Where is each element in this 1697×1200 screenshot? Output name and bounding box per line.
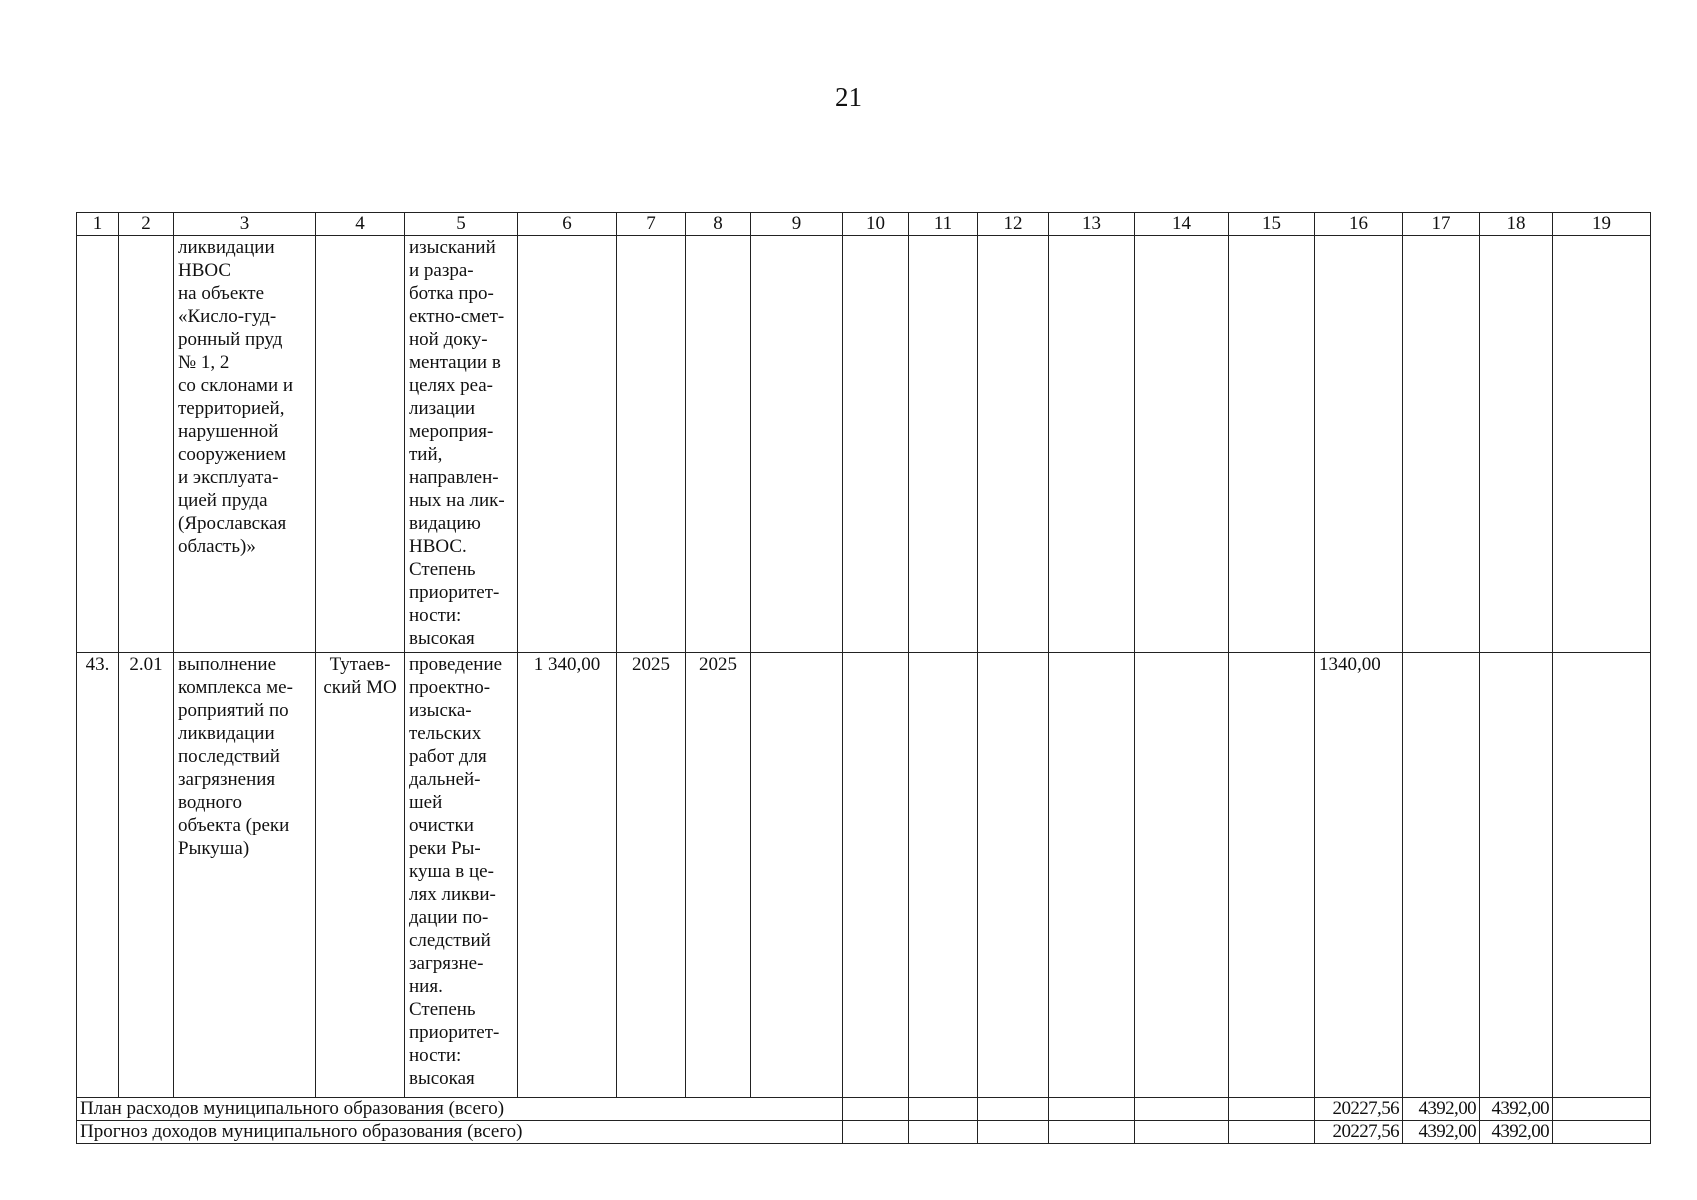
empty-cell xyxy=(1480,653,1553,1098)
empty-cell xyxy=(1135,236,1229,653)
total-expenses-col18: 4392,00 xyxy=(1480,1098,1553,1121)
empty-cell xyxy=(1553,653,1651,1098)
empty-cell xyxy=(909,653,978,1098)
row-number-cell: 43. xyxy=(77,653,119,1098)
table-row xyxy=(77,653,1651,1098)
empty-cell xyxy=(909,1121,978,1144)
column-header: 9 xyxy=(751,213,843,236)
description-cell xyxy=(405,236,518,653)
start-year-cell: 2025 xyxy=(617,653,686,1098)
empty-cell xyxy=(1480,236,1553,653)
column-header: 15 xyxy=(1229,213,1315,236)
empty-cell xyxy=(1553,236,1651,653)
empty-cell xyxy=(1049,653,1135,1098)
empty-cell xyxy=(1403,236,1480,653)
empty-cell xyxy=(1049,1121,1135,1144)
empty-cell xyxy=(978,1098,1049,1121)
total-expenses-row xyxy=(77,1098,1651,1121)
empty-cell xyxy=(909,1098,978,1121)
cost-cell: 1 340,00 xyxy=(518,653,617,1098)
column-header: 4 xyxy=(316,213,405,236)
column-header: 7 xyxy=(617,213,686,236)
total-income-col16: 20227,56 xyxy=(1315,1121,1403,1144)
total-income-row xyxy=(77,1121,1651,1144)
column-header: 14 xyxy=(1135,213,1229,236)
empty-cell xyxy=(751,236,843,653)
description-cell xyxy=(405,653,518,1098)
start-year-cell xyxy=(617,236,686,653)
year-amount-cell xyxy=(1315,236,1403,653)
column-header: 10 xyxy=(843,213,909,236)
description-text: проведение проектно- изыска- тельских работ для дальней- шей очистки реки Ры- куша в це- лях ликви- дации по- следствий загрязне- ния. Степень приоритет- ности: высокая xyxy=(409,654,503,1089)
measure-name-text: ликвидации НВОС на объекте «Кисло-гуд- ронный пруд № 1, 2 со склонами и территорией, нарушенной сооружением и эксплуата- цией пруда (Ярославская область)» xyxy=(178,237,294,557)
description-text: изысканий и разра- ботка про- ектно-смет- ной доку- ментации в целях реа- лизации мероприя- тий, направлен- ных на лик- видацию НВОС. Степень приоритет- ности: высокая xyxy=(409,237,505,649)
column-header: 18 xyxy=(1480,213,1553,236)
municipality-text: Тутаев- ский МО xyxy=(323,654,397,698)
budget-table xyxy=(76,212,1651,1144)
empty-cell xyxy=(843,236,909,653)
column-header: 19 xyxy=(1553,213,1651,236)
empty-cell xyxy=(1229,1098,1315,1121)
empty-cell xyxy=(1553,1098,1651,1121)
column-header: 13 xyxy=(1049,213,1135,236)
empty-cell xyxy=(1553,1121,1651,1144)
column-header: 12 xyxy=(978,213,1049,236)
municipality-cell xyxy=(316,653,405,1098)
code-cell xyxy=(119,236,174,653)
measure-name-text: выполнение комплекса ме- роприятий по ликвидации последствий загрязнения водного объекта (реки Рыкуша) xyxy=(178,654,293,859)
total-income-label: Прогноз доходов муниципального образования (всего) xyxy=(77,1121,843,1144)
column-header: 16 xyxy=(1315,213,1403,236)
column-header: 2 xyxy=(119,213,174,236)
total-income-col18: 4392,00 xyxy=(1480,1121,1553,1144)
empty-cell xyxy=(909,236,978,653)
column-header: 3 xyxy=(174,213,316,236)
empty-cell xyxy=(843,1098,909,1121)
empty-cell xyxy=(843,653,909,1098)
page-number: 21 xyxy=(835,82,862,112)
empty-cell xyxy=(1135,1098,1229,1121)
end-year-cell: 2025 xyxy=(686,653,751,1098)
empty-cell xyxy=(1229,1121,1315,1144)
row-number-cell xyxy=(77,236,119,653)
empty-cell xyxy=(1135,653,1229,1098)
year-amount-cell: 1340,00 xyxy=(1315,653,1403,1098)
empty-cell xyxy=(1049,236,1135,653)
empty-cell xyxy=(1049,1098,1135,1121)
code-cell: 2.01 xyxy=(119,653,174,1098)
column-header: 11 xyxy=(909,213,978,236)
empty-cell xyxy=(978,1121,1049,1144)
end-year-cell xyxy=(686,236,751,653)
total-expenses-col17: 4392,00 xyxy=(1403,1098,1480,1121)
column-header: 6 xyxy=(518,213,617,236)
empty-cell xyxy=(1135,1121,1229,1144)
empty-cell xyxy=(1403,653,1480,1098)
measure-name-cell xyxy=(174,236,316,653)
total-expenses-label: План расходов муниципального образования (всего) xyxy=(77,1098,843,1121)
total-income-col17: 4392,00 xyxy=(1403,1121,1480,1144)
measure-name-cell xyxy=(174,653,316,1098)
total-expenses-col16: 20227,56 xyxy=(1315,1098,1403,1121)
column-header: 17 xyxy=(1403,213,1480,236)
empty-cell xyxy=(978,236,1049,653)
table-row xyxy=(77,236,1651,653)
column-header: 1 xyxy=(77,213,119,236)
column-number-row xyxy=(77,213,1651,236)
empty-cell xyxy=(978,653,1049,1098)
empty-cell xyxy=(1229,236,1315,653)
empty-cell xyxy=(843,1121,909,1144)
column-header: 5 xyxy=(405,213,518,236)
cost-cell xyxy=(518,236,617,653)
column-header: 8 xyxy=(686,213,751,236)
empty-cell xyxy=(751,653,843,1098)
empty-cell xyxy=(1229,653,1315,1098)
municipality-cell xyxy=(316,236,405,653)
